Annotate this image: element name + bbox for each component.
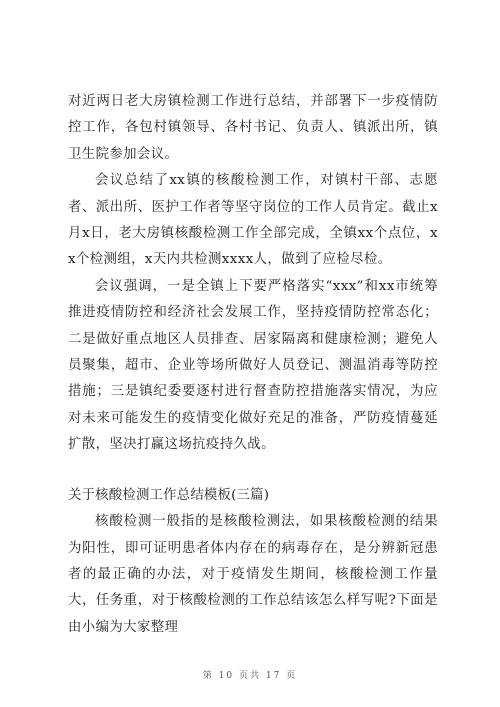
section-heading: 关于核酸检测工作总结模板(三篇) bbox=[68, 487, 270, 503]
document-body bbox=[68, 89, 438, 641]
page-number-footer: 第 10 页共 17 页 bbox=[202, 671, 298, 681]
paragraph-template-intro: 核酸检测一般指的是核酸检测法，如果核酸检测的结果为阳性，即可证明患者体内存在的病毒存在，是分辨新冠患者的最正确的办法，对于疫情发生期间，核酸检测工作量大，任务重，对于核酸检测的工作总结该怎么样写呢?下面是由小编为大家整理 bbox=[68, 514, 438, 635]
paragraph-meeting-summary: 会议总结了xx镇的核酸检测工作，对镇村干部、志愿者、派出所、医护工作者等坚守岗位的工作人员肯定。截止x月x日，老大房镇核酸检测工作全部完成，全镇xx个点位，xx个检测组，x天内共检测xxxx人，做到了应检尽检。 bbox=[68, 173, 438, 268]
paragraph-meeting-emphasis: 会议强调，一是全镇上下要严格落实“xxx”和xx市统筹推进疫情防控和经济社会发展工作，坚持疫情防控常态化；二是做好重点地区人员排查、居家隔离和健康检测；避免人员聚集，超市、企业等场所做好人员登记、测温消毒等防控措施；三是镇纪委要逐村进行督查防控措施落实情况，为应对未来可能发生的疫情变化做好充足的准备，严防疫情蔓延扩散，坚决打赢这场抗疫持久战。 bbox=[68, 278, 438, 453]
paragraph-meeting-intro: 对近两日老大房镇检测工作进行总结，并部署下一步疫情防控工作，各包村镇领导、各村书记、负责人、镇派出所，镇卫生院参加会议。 bbox=[68, 94, 438, 162]
